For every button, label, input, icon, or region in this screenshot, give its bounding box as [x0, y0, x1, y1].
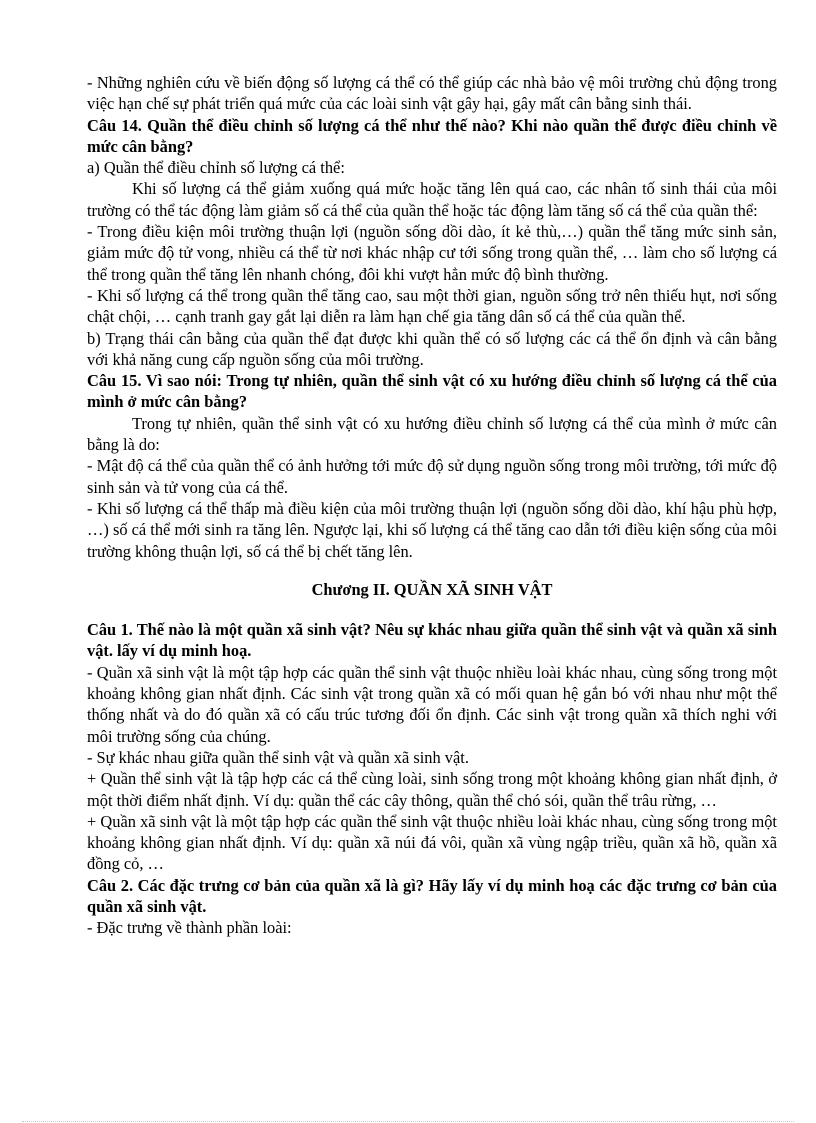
- answer-15-point-1: - Mật độ cá thể của quần thể có ảnh hưởng tới mức độ sử dụng nguồn sống trong môi trường, tới mức độ sinh sản và tử vong của cá thể.: [87, 456, 777, 497]
- answer-14a-point-1: - Trong điều kiện môi trường thuận lợi (nguồn sống dồi dào, ít kẻ thù,…) quần thể tăng mức sinh sản, giảm mức độ tử vong, nhiều cá thể từ nơi khác nhập cư tới sống trong quần thể, … làm cho số lượng cá thể trong quần thể tăng lên nhanh chóng, đôi khi vượt hẳn mức độ bình thường.: [87, 222, 777, 284]
- answer-14a-heading: a) Quần thể điều chỉnh số lượng cá thể:: [87, 158, 345, 178]
- answer-14a-point-2: - Khi số lượng cá thể trong quần thể tăng cao, sau một thời gian, nguồn sống trở nên thiếu hụt, nơi sống chật chội, … cạnh tranh gay gắt lại diễn ra làm hạn chế gia tăng dân số cá thể của quần thể.: [87, 285, 777, 327]
- question-14-heading: Câu 14. Quần thể điều chỉnh số lượng cá thể như thế nào? Khi nào quần thể được điều chỉnh về mức cân bằng?: [87, 115, 777, 156]
- question-1-heading: Câu 1. Thế nào là một quần xã sinh vật? Nêu sự khác nhau giữa quần thể sinh vật và quần xã sinh vật. lấy ví dụ minh hoạ.: [87, 620, 777, 661]
- answer-1-population: + Quần thể sinh vật là tập hợp các cá thể cùng loài, sinh sống trong một khoảng không gian nhất định, ở một thời điểm nhất định. Ví dụ: quần thể các cây thông, quần thể chó sói, quần thể trâu rừng, …: [87, 769, 777, 810]
- document-page: [87, 72, 777, 939]
- paragraph-bio-note: - Những nghiên cứu về biến động số lượng cá thể có thể giúp các nhà bảo vệ môi trường chủ động trong việc hạn chế sự phát triển quá mức của các loài sinh vật gây hại, gây mất cân bằng sinh thái.: [87, 73, 777, 114]
- chapter-heading: Chương II. QUẦN XÃ SINH VẬT: [311, 579, 553, 599]
- answer-2-start: - Đặc trưng về thành phần loài:: [87, 918, 292, 938]
- answer-15-intro: Trong tự nhiên, quần thể sinh vật có xu hướng điều chỉnh số lượng cá thể của mình ở mức cân bằng là do:: [87, 413, 777, 455]
- question-15-heading: Câu 15. Vì sao nói: Trong tự nhiên, quần thể sinh vật có xu hướng điều chỉnh số lượng cá thể của mình ở mức cân bằng?: [87, 371, 777, 412]
- answer-15-point-2: - Khi số lượng cá thể thấp mà điều kiện của môi trường thuận lợi (nguồn sống dồi dào, khí hậu phù hợp, …) số cá thể mới sinh ra tăng lên. Ngược lại, khi số lượng cá thể tăng cao dẫn tới điều kiện sống của môi trường không thuận lợi, số cá thể bị chết tăng lên.: [87, 498, 777, 561]
- question-2-heading: Câu 2. Các đặc trưng cơ bản của quần xã là gì? Hãy lấy ví dụ minh hoạ các đặc trưng cơ bản của quần xã sinh vật.: [87, 875, 777, 916]
- answer-1-difference: - Sự khác nhau giữa quần thể sinh vật và quần xã sinh vật.: [87, 747, 469, 767]
- answer-1-definition: - Quần xã sinh vật là một tập hợp các quần thể sinh vật thuộc nhiều loài khác nhau, cùng sống trong một khoảng không gian nhất định. Các sinh vật trong quần xã có mối quan hệ gắn bó với nhau như một thể thống nhất và do đó quần xã có cấu trúc tương đối ổn định. Các sinh vật trong quần xã thích nghi với môi trường sống của chúng.: [87, 662, 777, 746]
- page-bottom-divider: [22, 1121, 794, 1122]
- answer-1-community: + Quần xã sinh vật là một tập hợp các quần thể sinh vật thuộc nhiều loài khác nhau, cùng sống trong một khoảng không gian nhất định. Ví dụ: quần xã núi đá vôi, quần xã vùng ngập triều, quần xã hồ, quần xã đồng cỏ, …: [87, 811, 777, 874]
- answer-14a-intro: Khi số lượng cá thể giảm xuống quá mức hoặc tăng lên quá cao, các nhân tố sinh thái của môi trường có thể tác động làm giảm số cá thể của quần thể hoặc tác động làm tăng số cá thể của quần thể:: [87, 179, 777, 220]
- answer-14b: b) Trạng thái cân bằng của quần thể đạt được khi quần thể có số lượng các cá thể ổn định và cân bằng với khả năng cung cấp nguồn sống của môi trường.: [87, 328, 777, 369]
